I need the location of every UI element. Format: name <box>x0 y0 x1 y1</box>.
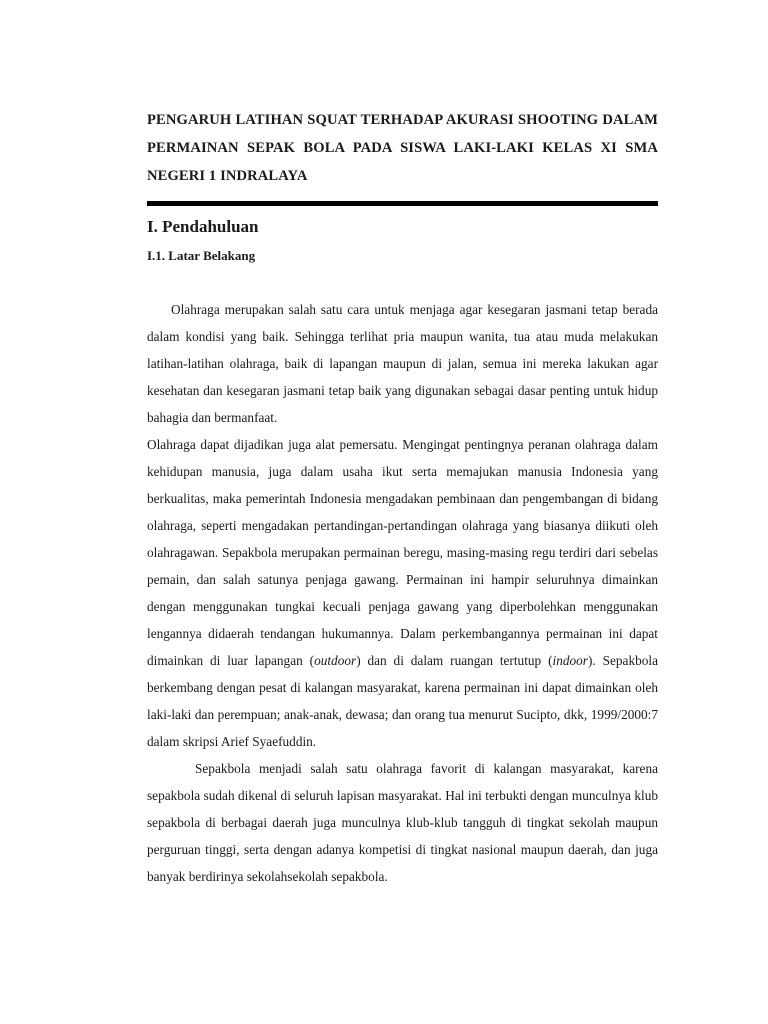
paragraph-2 <box>147 431 658 755</box>
title-divider <box>147 201 658 206</box>
document-title: PENGARUH LATIHAN SQUAT TERHADAP AKURASI SHOOTING DALAM PERMAINAN SEPAK BOLA PADA SISWA LAKI-LAKI KELAS XI SMA NEGERI 1 INDRALAYA <box>147 112 658 184</box>
subsection-heading: I.1. Latar Belakang <box>147 248 256 263</box>
paragraph-1: Olahraga merupakan salah satu cara untuk menjaga agar kesegaran jasmani tetap berada dalam kondisi yang baik. Sehingga terlihat pria maupun wanita, tua atau muda melakukan latihan-latihan olahraga, baik di lapangan maupun di jalan, semua ini mereka lakukan agar kesehatan dan kesegaran jasmani tetap baik yang digunakan sebagai dasar penting untuk hidup bahagia dan bermanfaat. <box>147 302 658 425</box>
term-indoor: indoor <box>552 653 588 668</box>
section-heading: I. Pendahuluan <box>147 217 259 236</box>
document-body <box>147 296 658 890</box>
paragraph-2-text-b: ) dan di dalam ruangan tertutup ( <box>356 653 553 668</box>
term-outdoor: outdoor <box>314 653 357 668</box>
paragraph-2-text-a: Olahraga dapat dijadikan juga alat pemersatu. Mengingat pentingnya peranan olahraga dalam kehidupan manusia, juga dalam usaha ikut serta memajukan manusia Indonesia yang berkualitas, maka pemerintah Indonesia mengadakan pembinaan dan pengembangan di bidang olahraga, seperti mengadakan pertandingan-pertandingan olahraga yang biasanya diikuti oleh olahragawan. Sepakbola merupakan permainan beregu, masing-masing regu terdiri dari sebelas pemain, dan salah satunya penjaga gawang. Permainan ini hampir seluruhnya dimainkan dengan menggunakan tungkai kecuali penjaga gawang yang diperbolehkan menggunakan lengannya didaerah tendangan hukumannya. Dalam perkembangannya permainan ini dapat dimainkan di luar lapangan ( <box>147 437 658 668</box>
paragraph-3: Sepakbola menjadi salah satu olahraga favorit di kalangan masyarakat, karena sepakbola sudah dikenal di seluruh lapisan masyarakat. Hal ini terbukti dengan munculnya klub sepakbola di berbagai daerah juga munculnya klub-klub tangguh di tingkat sekolah maupun perguruan tinggi, serta dengan adanya kompetisi di tingkat nasional maupun daerah, dan juga banyak berdirinya sekolahsekolah sepakbola. <box>147 761 658 884</box>
paragraph-2-text-c: ). Sepakbola berkembang dengan pesat di kalangan masyarakat, karena permainan ini dapat dimainkan oleh laki-laki dan perempuan; anak-anak, dewasa; dan orang tua menurut Sucipto, dkk, 1999/2000:7 dalam skripsi Arief Syaefuddin. <box>147 653 658 749</box>
